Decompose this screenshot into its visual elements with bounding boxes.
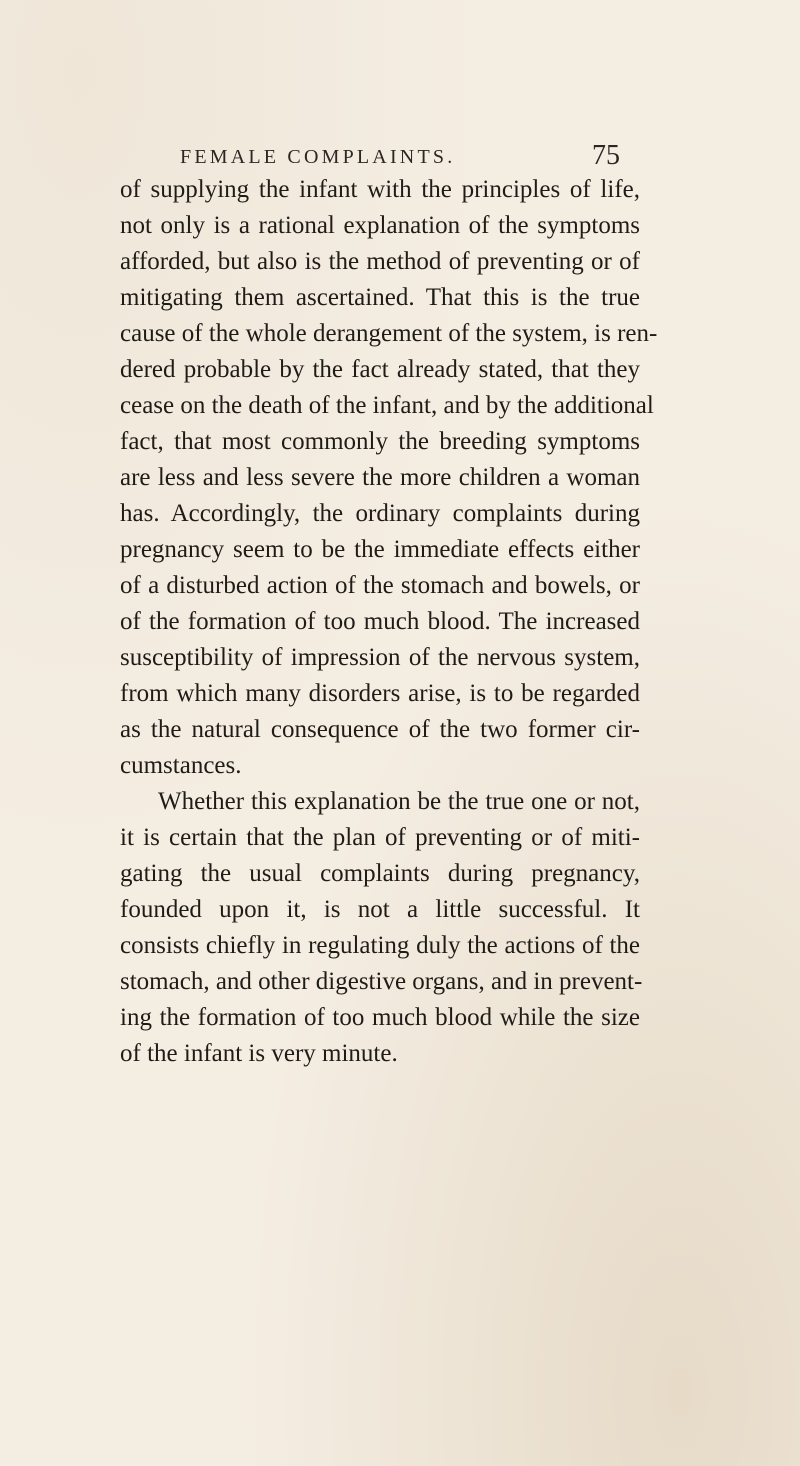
text-line: from which many disorders arise, is to be regarded [120,680,640,707]
text-line: susceptibility of impression of the nervous system, [120,644,640,671]
text-line: cause of the whole derangement of the system, is ren- [120,320,658,347]
text-line: dered probable by the fact already stated, that they [120,356,640,383]
text-line: Whether this explanation be the true one or not, [158,788,640,815]
text-line: cease on the death of the infant, and by the additional [120,392,654,419]
text-line: pregnancy seem to be the immediate effects either [120,536,640,563]
text-line: of the infant is very minute. [120,1040,398,1067]
text-line: as the natural consequence of the two former cir- [120,716,640,743]
text-line: mitigating them ascertained. That this is the true [120,284,640,311]
text-line: of supplying the infant with the principles of life, [120,176,640,203]
text-line: afforded, but also is the method of preventing or of [120,248,640,275]
text-line: stomach, and other digestive organs, and in prevent- [120,968,643,995]
text-line: cumstances. [120,752,242,779]
text-line: gating the usual complaints during pregnancy, [120,860,640,887]
text-line: are less and less severe the more children a woman [120,464,640,491]
body-text [120,172,658,1072]
text-line: of a disturbed action of the stomach and bowels, or [120,572,640,599]
text-line: consists chiefly in regulating duly the actions of the [120,932,640,959]
text-line: ing the formation of too much blood while the size [120,1004,640,1031]
text-line: of the formation of too much blood. The increased [120,608,640,635]
text-line: it is certain that the plan of preventing or of miti- [120,824,640,851]
text-line: fact, that most commonly the breeding symptoms [120,428,640,455]
text-line: founded upon it, is not a little successful. It [120,896,640,923]
chapter-title: FEMALE COMPLAINTS. [180,146,456,168]
page-number: 75 [592,140,620,171]
text-line: not only is a rational explanation of the symptoms [120,212,640,239]
text-line: has. Accordingly, the ordinary complaints during [120,500,640,527]
